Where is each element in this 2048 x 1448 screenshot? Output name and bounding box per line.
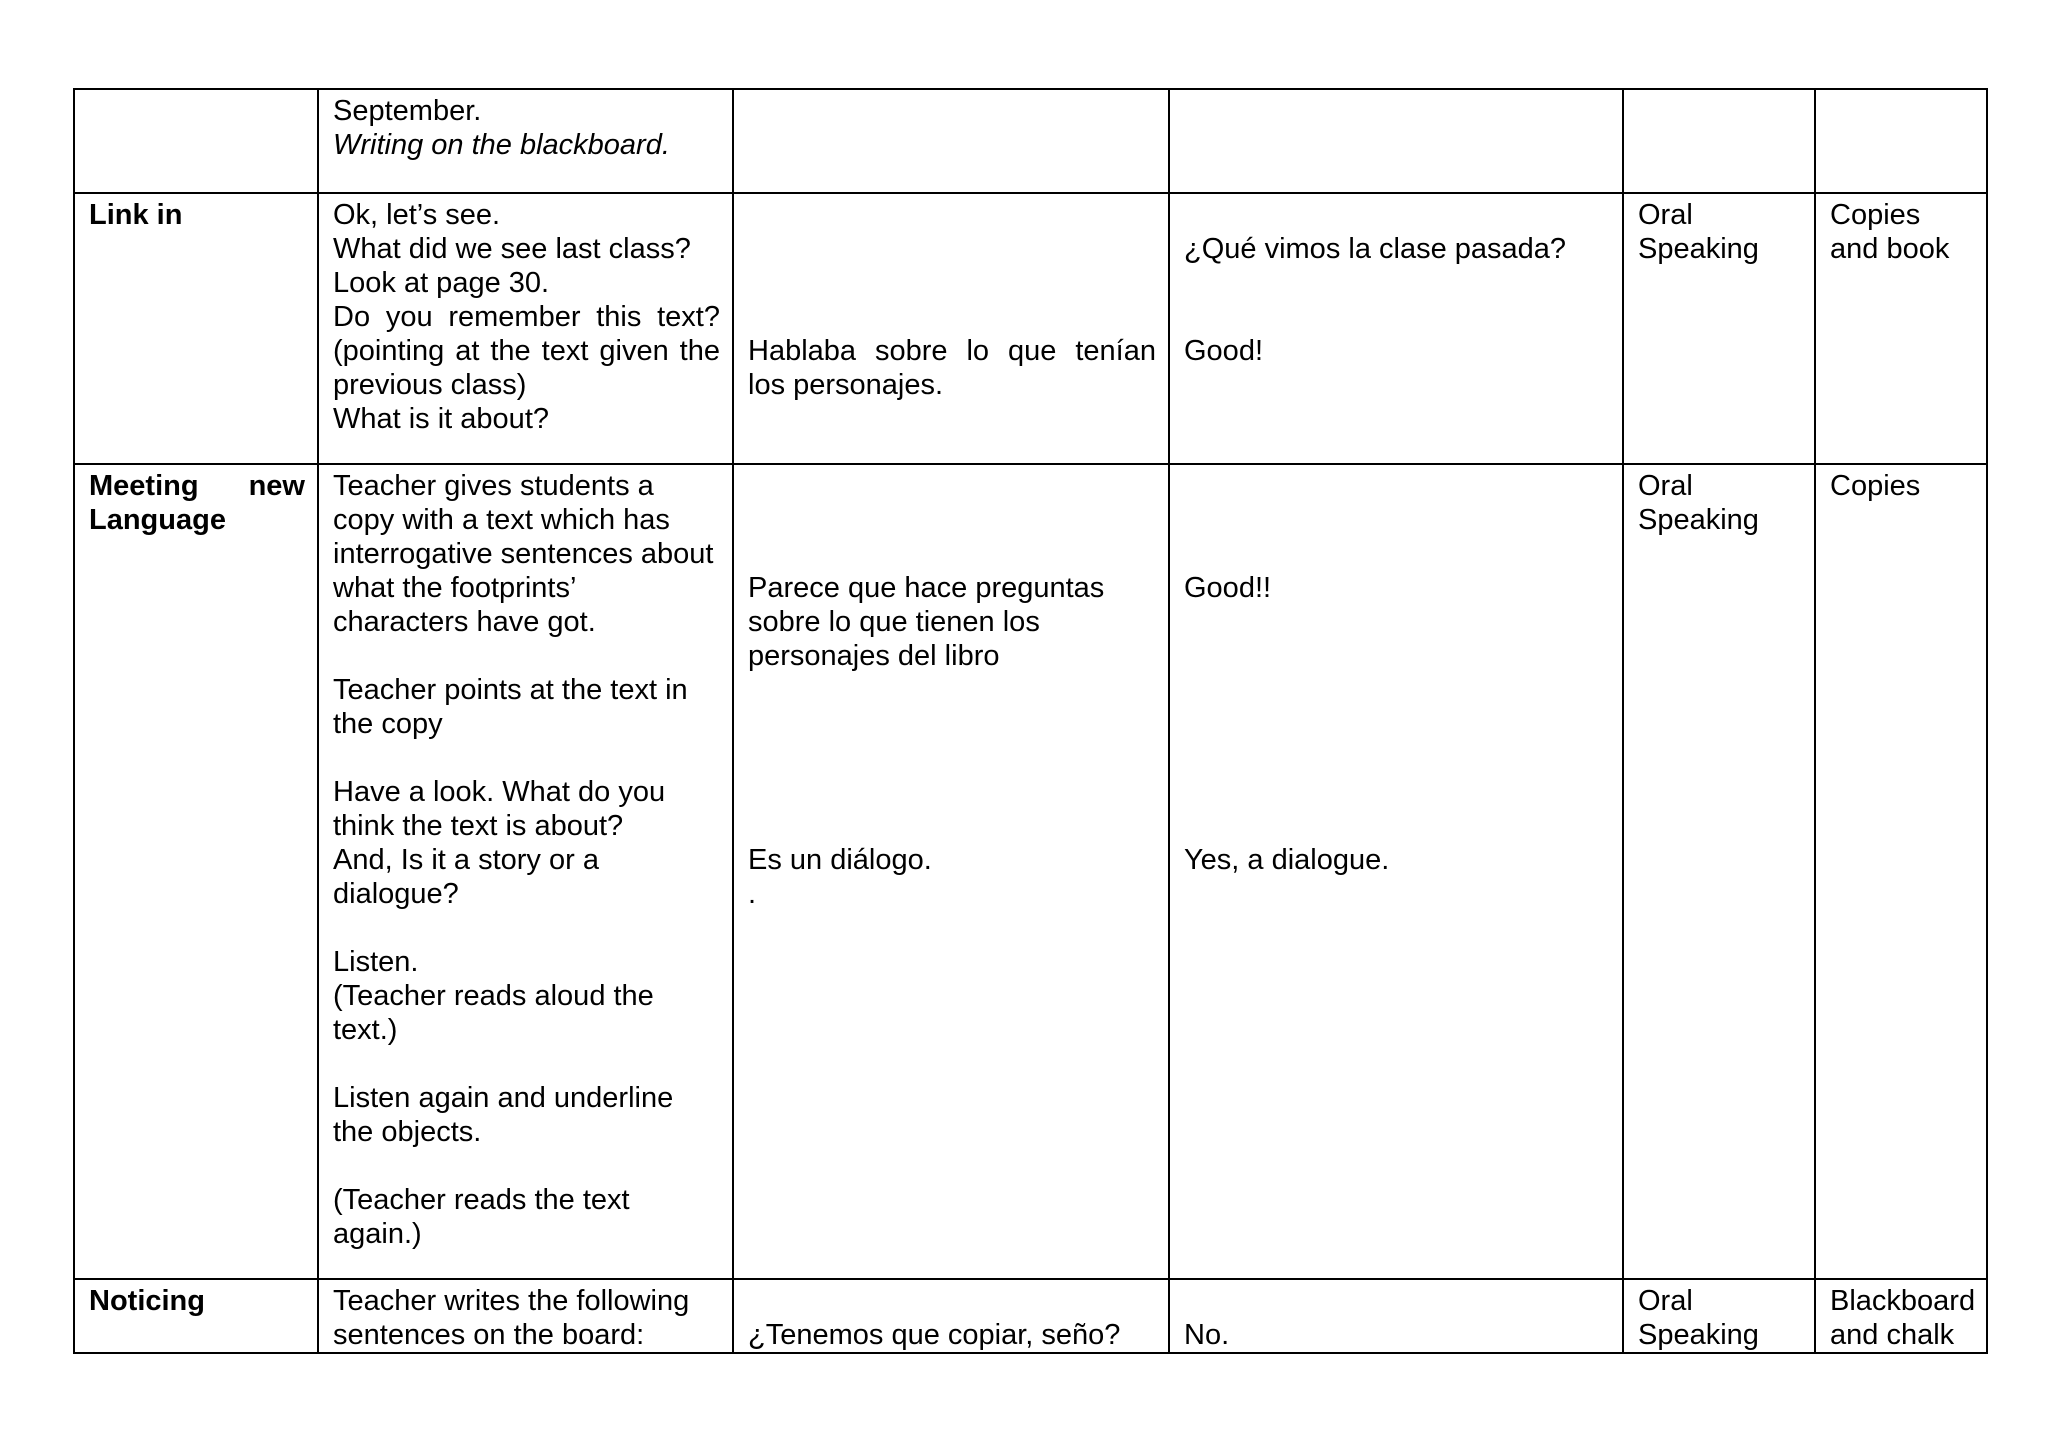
cell-line: What is it about? [333, 403, 549, 435]
cell-line: previous class) [333, 369, 527, 401]
lesson-plan-table [73, 88, 1988, 1354]
cell-line: Have a look. What do you [333, 776, 666, 808]
cell-line: and book [1830, 233, 1950, 265]
cell-line: September. [333, 95, 482, 127]
resources-cell [1815, 193, 1987, 464]
table-row [74, 1279, 1987, 1353]
cell-line: the objects. [333, 1116, 482, 1148]
stage-word: Meeting [89, 470, 199, 502]
cell-line: the copy [333, 708, 443, 740]
cell-line: Oral [1638, 1285, 1693, 1317]
cell-line: text.) [333, 1014, 398, 1046]
cell-line: copy with a text which has [333, 504, 670, 536]
feedback-cell [1169, 89, 1623, 193]
students-cell [733, 89, 1169, 193]
students-cell [733, 1279, 1169, 1353]
stage-cell [74, 89, 318, 193]
cell-line: No. [1184, 1319, 1230, 1351]
cell-line: Look at page 30. [333, 267, 550, 299]
cell-line: Copies [1830, 470, 1921, 502]
cell-line: Good!! [1184, 572, 1272, 604]
cell-line: Speaking [1638, 504, 1759, 536]
stage-label: Language [89, 504, 226, 536]
teacher-cell [318, 464, 733, 1279]
cell-line: characters have got. [333, 606, 596, 638]
table-row [74, 89, 1987, 193]
students-cell [733, 193, 1169, 464]
cell-line: personajes del libro [748, 640, 1000, 672]
cell-line: sobre lo que tienen los [748, 606, 1040, 638]
cell-line: Parece que hace preguntas [748, 572, 1105, 604]
cell-line: Oral [1638, 199, 1693, 231]
stage-word: new [248, 470, 305, 502]
cell-line: Yes, a dialogue. [1184, 844, 1390, 876]
cell-line: (pointing at the text given the [333, 335, 720, 367]
stage-label [89, 469, 305, 503]
cell-line: Oral [1638, 470, 1693, 502]
cell-line: Blackboard [1830, 1285, 1976, 1317]
cell-line: What did we see last class? [333, 233, 691, 265]
cell-line: interrogative sentences about [333, 538, 714, 570]
stage-cell [74, 193, 318, 464]
table-row [74, 464, 1987, 1279]
stage-cell [74, 464, 318, 1279]
skill-cell [1623, 89, 1815, 193]
cell-line: and chalk [1830, 1319, 1955, 1351]
cell-line: (Teacher reads aloud the [333, 980, 654, 1012]
cell-line: Copies [1830, 199, 1921, 231]
cell-line: Speaking [1638, 1319, 1759, 1351]
skill-cell [1623, 464, 1815, 1279]
cell-line: Es un diálogo. [748, 844, 932, 876]
cell-line: sentences on the board: [333, 1319, 645, 1351]
cell-line: (Teacher reads the text [333, 1184, 630, 1216]
cell-line: Speaking [1638, 233, 1759, 265]
cell-line: Hablaba sobre lo que tenían [748, 335, 1156, 367]
stage-label: Noticing [89, 1285, 205, 1317]
students-cell [733, 464, 1169, 1279]
cell-line: what the footprints’ [333, 572, 577, 604]
cell-line: ¿Tenemos que copiar, seño? [748, 1319, 1121, 1351]
cell-line: think the text is about? [333, 810, 624, 842]
resources-cell [1815, 89, 1987, 193]
cell-line: again.) [333, 1218, 422, 1250]
cell-line: Listen. [333, 946, 419, 978]
stage-label: Link in [89, 199, 183, 231]
cell-line: los personajes. [748, 369, 944, 401]
stage-cell [74, 1279, 318, 1353]
cell-line: Listen again and underline [333, 1082, 674, 1114]
cell-line: Ok, let’s see. [333, 199, 501, 231]
cell-line: Good! [1184, 335, 1263, 367]
skill-cell [1623, 193, 1815, 464]
resources-cell [1815, 1279, 1987, 1353]
skill-cell [1623, 1279, 1815, 1353]
cell-line: Teacher gives students a [333, 470, 654, 502]
teacher-cell [318, 1279, 733, 1353]
table-row [74, 193, 1987, 464]
cell-line: . [748, 878, 757, 910]
cell-line: Teacher writes the following [333, 1285, 690, 1317]
teacher-cell [318, 193, 733, 464]
cell-line: And, Is it a story or a [333, 844, 599, 876]
cell-line: Writing on the blackboard. [333, 129, 670, 161]
feedback-cell [1169, 193, 1623, 464]
cell-line: dialogue? [333, 878, 459, 910]
teacher-cell [318, 89, 733, 193]
cell-line: Do you remember this text? [333, 301, 720, 333]
resources-cell [1815, 464, 1987, 1279]
feedback-cell [1169, 1279, 1623, 1353]
feedback-cell [1169, 464, 1623, 1279]
cell-line: ¿Qué vimos la clase pasada? [1184, 233, 1567, 265]
cell-line: Teacher points at the text in [333, 674, 688, 706]
